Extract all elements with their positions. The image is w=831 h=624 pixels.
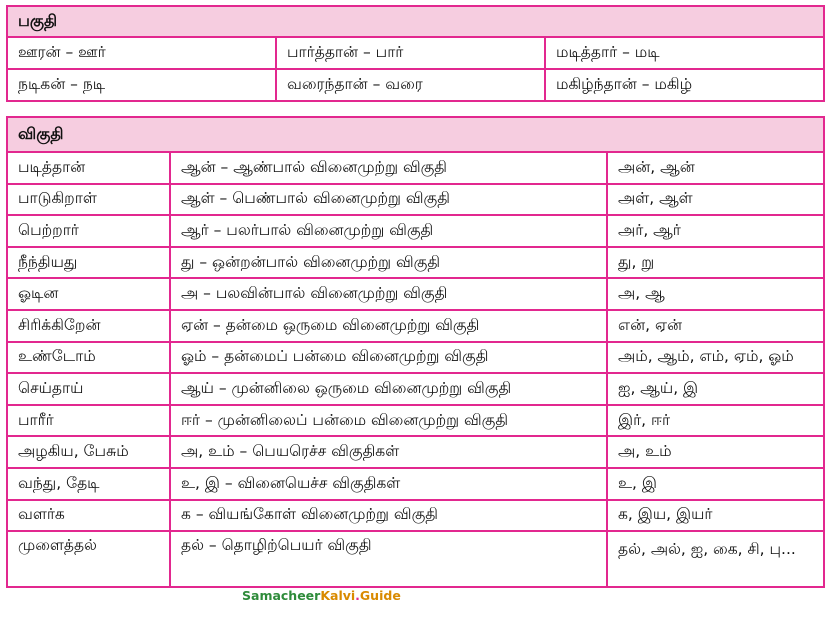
table-row <box>7 69 824 101</box>
forms-cell: க, இய, இயர் <box>607 500 824 532</box>
suffix-cell: ஈர் – முன்னிலைப் பன்மை வினைமுற்று விகுதி <box>170 405 607 437</box>
word-cell: உண்டோம் <box>7 342 170 374</box>
table-cell: நடிகன் – நடி <box>7 69 276 101</box>
table-row <box>7 278 824 310</box>
forms-cell: து, று <box>607 247 824 279</box>
forms-cell: தல், அல், ஐ, கை, சி, பு... <box>607 531 824 587</box>
suffix-cell: அ, உம் – பெயரெச்ச விகுதிகள் <box>170 436 607 468</box>
forms-cell: அ, ஆ <box>607 278 824 310</box>
table-row <box>7 531 824 587</box>
forms-cell: ஐ, ஆய், இ <box>607 373 824 405</box>
suffix-cell: உ, இ – வினையெச்ச விகுதிகள் <box>170 468 607 500</box>
viguthi-heading: விகுதி <box>7 117 824 152</box>
watermark <box>242 588 401 603</box>
table-row <box>7 247 824 279</box>
suffix-cell: அ – பலவின்பால் வினைமுற்று விகுதி <box>170 278 607 310</box>
word-cell: நீந்தியது <box>7 247 170 279</box>
suffix-cell: ஆய் – முன்னிலை ஒருமை வினைமுற்று விகுதி <box>170 373 607 405</box>
word-cell: பெற்றார் <box>7 215 170 247</box>
table-cell: பார்த்தான் – பார் <box>276 37 545 69</box>
watermark-part1: Samacheer <box>242 588 321 603</box>
word-cell: ஓடின <box>7 278 170 310</box>
table-cell: ஊரன் – ஊர் <box>7 37 276 69</box>
word-cell: செய்தாய் <box>7 373 170 405</box>
viguthi-table <box>6 116 825 588</box>
suffix-cell: தல் – தொழிற்பெயர் விகுதி <box>170 531 607 587</box>
word-cell: வளர்க <box>7 500 170 532</box>
table-row <box>7 405 824 437</box>
table-row <box>7 184 824 216</box>
forms-cell: இர், ஈர் <box>607 405 824 437</box>
watermark-part2: Kalvi <box>320 588 356 603</box>
table-cell: மகிழ்ந்தான் – மகிழ் <box>545 69 824 101</box>
forms-cell: அன், ஆன் <box>607 152 824 184</box>
word-cell: சிரிக்கிறேன் <box>7 310 170 342</box>
pagudhi-header-row <box>7 6 824 37</box>
forms-cell: அ, உம் <box>607 436 824 468</box>
table-row <box>7 152 824 184</box>
suffix-cell: ஆர் – பலர்பால் வினைமுற்று விகுதி <box>170 215 607 247</box>
word-cell: அழகிய, பேசும் <box>7 436 170 468</box>
watermark-dot: . <box>355 588 360 603</box>
table-row <box>7 310 824 342</box>
forms-cell: என், ஏன் <box>607 310 824 342</box>
suffix-cell: ஏன் – தன்மை ஒருமை வினைமுற்று விகுதி <box>170 310 607 342</box>
word-cell: வந்து, தேடி <box>7 468 170 500</box>
suffix-cell: து – ஒன்றன்பால் வினைமுற்று விகுதி <box>170 247 607 279</box>
word-cell: படித்தான் <box>7 152 170 184</box>
suffix-cell: ஆன் – ஆண்பால் வினைமுற்று விகுதி <box>170 152 607 184</box>
table-row <box>7 342 824 374</box>
table-row <box>7 373 824 405</box>
watermark-part3: Guide <box>359 588 401 603</box>
table-row <box>7 468 824 500</box>
forms-cell: அம், ஆம், எம், ஏம், ஓம் <box>607 342 824 374</box>
suffix-cell: க – வியங்கோள் வினைமுற்று விகுதி <box>170 500 607 532</box>
word-cell: பாடுகிறாள் <box>7 184 170 216</box>
table-row <box>7 500 824 532</box>
table-row <box>7 436 824 468</box>
table-cell: மடித்தார் – மடி <box>545 37 824 69</box>
pagudhi-heading: பகுதி <box>7 6 824 37</box>
word-cell: பாரீர் <box>7 405 170 437</box>
forms-cell: அர், ஆர் <box>607 215 824 247</box>
table-row <box>7 215 824 247</box>
table-cell: வரைந்தான் – வரை <box>276 69 545 101</box>
suffix-cell: ஆள் – பெண்பால் வினைமுற்று விகுதி <box>170 184 607 216</box>
pagudhi-table <box>6 5 825 102</box>
table-row <box>7 37 824 69</box>
viguthi-header-row <box>7 117 824 152</box>
forms-cell: அள், ஆள் <box>607 184 824 216</box>
forms-cell: உ, இ <box>607 468 824 500</box>
word-cell: முளைத்தல் <box>7 531 170 587</box>
suffix-cell: ஓம் – தன்மைப் பன்மை வினைமுற்று விகுதி <box>170 342 607 374</box>
